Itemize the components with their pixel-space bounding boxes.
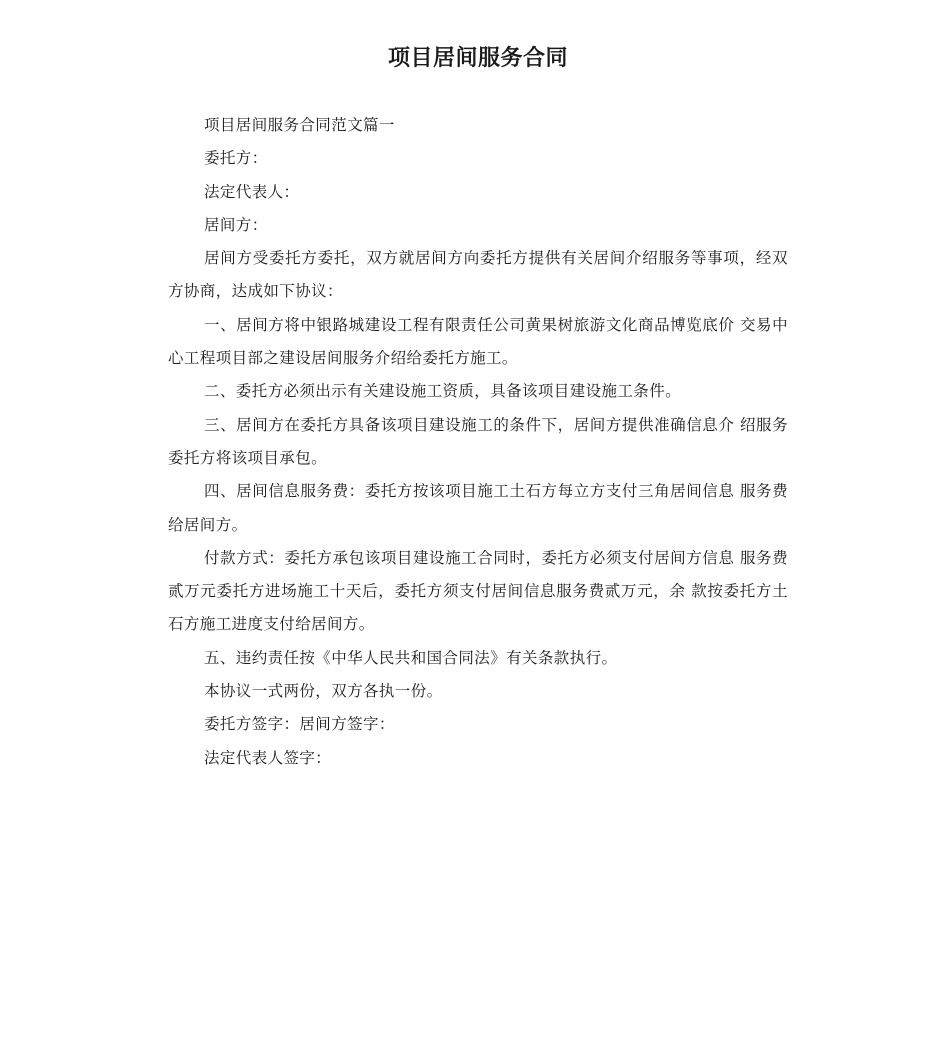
clause-3: 三、居间方在委托方具备该项目建设施工的条件下，居间方提供准确信息介 绍服务委托方将该项目承包。 bbox=[168, 415, 788, 467]
copies-statement: 本协议一式两份，双方各执一份。 bbox=[204, 682, 443, 701]
clause-2: 二、委托方必须出示有关建设施工资质，具备该项目建设施工条件。 bbox=[204, 382, 682, 401]
document-body bbox=[168, 109, 788, 775]
intermediary-field: 居间方： bbox=[204, 215, 268, 234]
payment-terms: 付款方式：委托方承包该项目建设施工合同时，委托方必须支付居间方信息 服务费贰万元委托方进场施工十天后，委托方须支付居间信息服务费贰万元，余 款按委托方土石方施工进度支付给居间方。 bbox=[168, 548, 788, 634]
signature-line: 委托方签字：居间方签字： bbox=[204, 715, 395, 734]
clause-4: 四、居间信息服务费：委托方按该项目施工土石方每立方支付三角居间信息 服务费给居间方。 bbox=[168, 482, 788, 534]
document-title: 项目居间服务合同 bbox=[387, 46, 568, 71]
legal-representative-signature: 法定代表人签字： bbox=[204, 748, 332, 767]
clause-5: 五、违约责任按《中华人民共和国合同法》有关条款执行。 bbox=[204, 648, 618, 667]
client-field: 委托方： bbox=[204, 149, 268, 168]
preamble-paragraph: 居间方受委托方委托，双方就居间方向委托方提供有关居间介绍服务等事项，经双方协商，达成如下协议： bbox=[168, 249, 788, 301]
clause-1: 一、居间方将中银路城建设工程有限责任公司黄果树旅游文化商品博览底价 交易中心工程项目部之建设居间服务介绍给委托方施工。 bbox=[168, 315, 788, 368]
legal-representative-field: 法定代表人： bbox=[204, 182, 300, 201]
section-heading: 项目居间服务合同范文篇一 bbox=[204, 116, 395, 134]
